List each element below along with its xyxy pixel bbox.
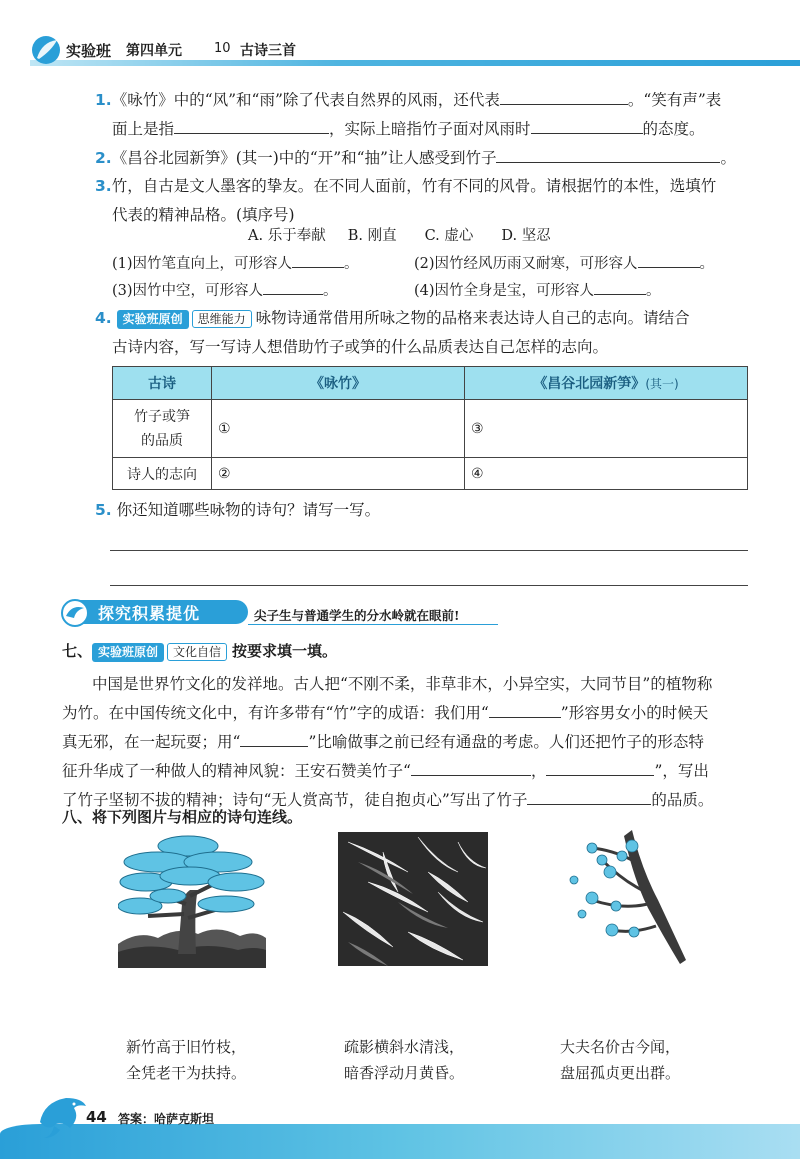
answer-blank[interactable]	[263, 280, 323, 295]
brand-label: 实验班	[66, 42, 112, 60]
answer-blank[interactable]	[240, 732, 308, 747]
poem-3[interactable]: 大夫名价古今闻， 盘屈孤贞更出群。	[560, 1038, 681, 1082]
footer-wave	[0, 1124, 800, 1159]
lesson-title: 古诗三首	[240, 43, 296, 59]
answer-blank[interactable]	[500, 90, 628, 105]
sub-question-3: (3)因竹中空，可形容人 。	[112, 279, 338, 300]
answer-blank[interactable]	[638, 253, 700, 268]
question-4: 4. 实验班原创 思维能力 咏物诗通常借用所咏之物的品格来表达诗人自己的志向。请结合 古诗内容，写一写诗人想借助竹子或笋的什么品质表达自己怎样的志向。	[95, 309, 690, 356]
answer-blank[interactable]	[411, 761, 531, 776]
lesson-number: 10	[214, 41, 231, 56]
answer-blank[interactable]	[594, 280, 646, 295]
question-1: 1.《咏竹》中的“风”和“雨”除了代表自然界的风雨，还代表 。“笑有声”表 面上是指 ，实际上暗指竹子面对风雨时 的态度。	[95, 91, 722, 138]
original-tag: 实验班原创	[92, 643, 164, 662]
skill-tag: 思维能力	[192, 310, 252, 328]
answer-blank[interactable]	[489, 703, 561, 718]
unit-label: 第四单元	[126, 43, 182, 59]
writing-line-2[interactable]	[110, 585, 748, 586]
answer-cell-1[interactable]: ①	[212, 400, 465, 458]
answer-blank[interactable]	[531, 119, 643, 134]
poem-table	[112, 366, 748, 490]
pine-tree-picture[interactable]	[118, 834, 266, 968]
answer-cell-2[interactable]: ②	[212, 458, 465, 490]
header-bar	[0, 36, 800, 66]
poem-2[interactable]: 疏影横斜水清浅， 暗香浮动月黄昏。	[344, 1038, 465, 1082]
options-row	[248, 224, 551, 245]
table-header-poem: 古诗	[113, 367, 212, 400]
answer-blank[interactable]	[292, 253, 344, 268]
section-slogan: 尖子生与普通学生的分水岭就在眼前!	[254, 608, 460, 623]
dolphin-icon	[34, 1092, 90, 1140]
sub-question-4: (4)因竹全身是宝，可形容人 。	[414, 279, 661, 300]
plum-blossom-picture[interactable]	[562, 830, 686, 966]
option-b: B. 刚直	[347, 228, 397, 244]
poem-1[interactable]: 新竹高于旧竹枝， 全凭老干为扶持。	[126, 1038, 247, 1082]
row-label-ambition: 诗人的志向	[113, 458, 212, 490]
swirl-icon	[60, 598, 94, 628]
sub-question-1: (1)因竹笔直向上，可形容人 。	[112, 252, 359, 273]
culture-tag: 文化自信	[167, 643, 227, 661]
question-8-title: 八、将下列图片与相应的诗句连线。	[62, 808, 303, 826]
original-tag: 实验班原创	[117, 310, 189, 329]
table-header-changgu: 《昌谷北园新笋》(其一)	[465, 367, 748, 400]
answer-blank[interactable]	[527, 790, 651, 805]
question-2: 2.《昌谷北园新笋》(其一)中的“开”和“抽”让人感受到竹子 。	[95, 149, 736, 167]
row-label-quality: 竹子或笋 的品质	[113, 400, 212, 458]
bamboo-leaves-picture[interactable]	[338, 832, 488, 966]
question-7-title: 七、 实验班原创 文化自信 按要求填一填。	[62, 642, 338, 660]
question-7-passage: 中国是世界竹文化的发祥地。古人把“不刚不柔，非草非木，小异空实，大同节目”的植物称 为竹。在中国传统文化中，有许多带有“竹”字的成语：我们用“ ”形容男女小的时候天 真无邪，在一起玩耍；用“ ”比喻做事之前已经有通盘的考虑。人们还把竹子的形态特 征升华成了一种做人的精神风貌：王安石赞美竹子“ ， ”，写出 了竹子坚韧不拔的精神；诗句“无人赏高节，徒自抱贞心”写出了竹子 的品质。	[62, 675, 714, 809]
answer-cell-3[interactable]: ③	[465, 400, 748, 458]
option-a: A. 乐于奉献	[248, 228, 326, 244]
answer-blank[interactable]	[174, 119, 329, 134]
answer-note: 答案：哈萨克斯坦	[118, 1112, 215, 1126]
section-banner	[60, 598, 500, 628]
table-header-yongzhu: 《咏竹》	[212, 367, 465, 400]
question-5: 5. 你还知道哪些咏物的诗句？请写一写。	[95, 501, 381, 519]
page-number: 44	[86, 1108, 107, 1126]
question-3: 3.竹，自古是文人墨客的挚友。在不同人面前，竹有不同的风骨。请根据竹的本性，选填竹 代表的精神品格。(填序号)	[95, 177, 717, 224]
answer-blank[interactable]	[546, 761, 654, 776]
writing-line-1[interactable]	[110, 550, 748, 551]
answer-cell-4[interactable]: ④	[465, 458, 748, 490]
section-title: 探究积累提优	[98, 604, 201, 623]
option-d: D. 坚忍	[501, 228, 551, 244]
option-c: C. 虚心	[424, 228, 474, 244]
answer-blank[interactable]	[496, 148, 720, 163]
leaf-logo-icon	[30, 34, 64, 66]
sub-question-2: (2)因竹经风历雨又耐寒，可形容人 。	[414, 252, 714, 273]
